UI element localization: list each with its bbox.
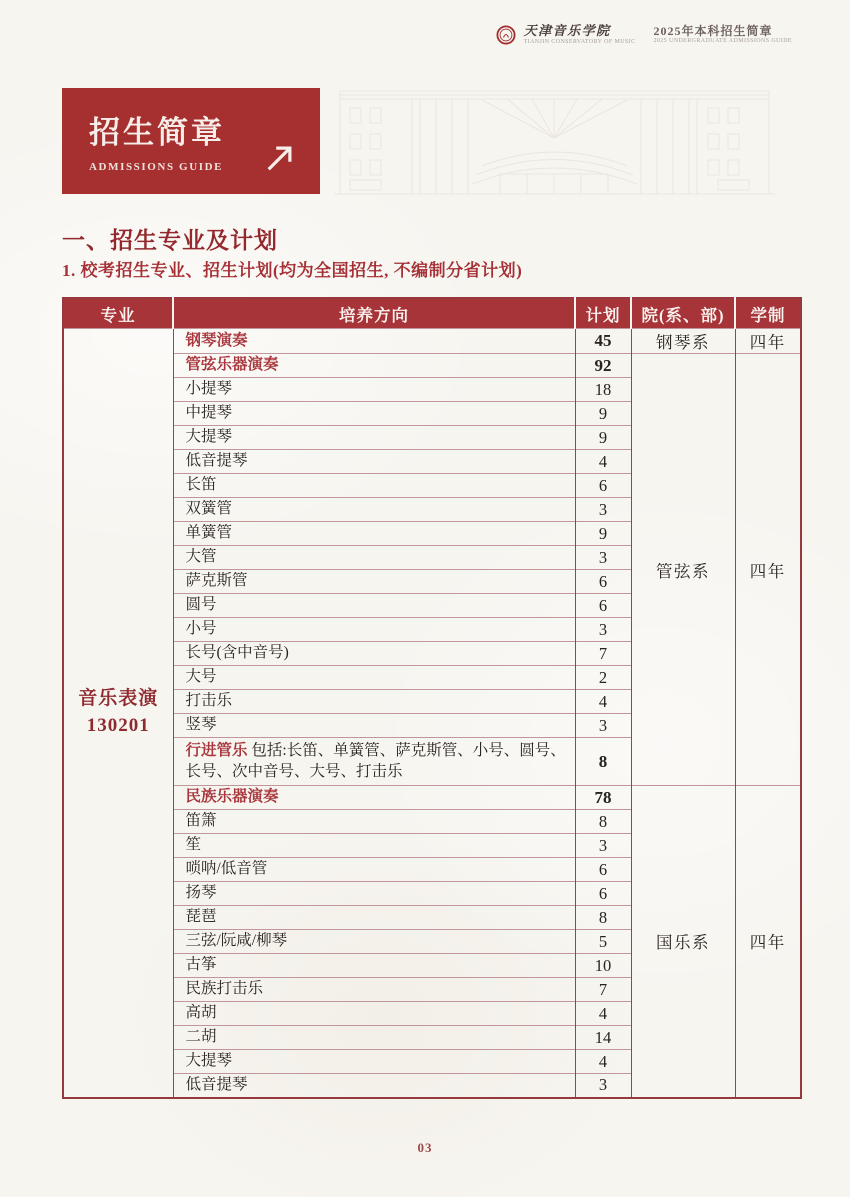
plan-cell: 2 [575, 666, 631, 690]
direction-cell: 民族打击乐 [173, 978, 575, 1002]
direction-cell: 琵琶 [173, 906, 575, 930]
plan-cell: 8 [575, 810, 631, 834]
direction-cell: 竖琴 [173, 714, 575, 738]
direction-cell: 民族乐器演奏 [173, 786, 575, 810]
school-name-en: TIANJIN CONSERVATORY OF MUSIC [523, 38, 636, 45]
header-major: 专业 [63, 298, 173, 329]
major-code: 130201 [86, 714, 150, 736]
plan-cell: 9 [575, 522, 631, 546]
edition-title: 2025年本科招生简章 [653, 23, 773, 38]
direction-cell: 笛箫 [173, 810, 575, 834]
direction-cell: 打击乐 [173, 690, 575, 714]
direction-cell: 管弦乐器演奏 [173, 354, 575, 378]
plan-cell: 92 [575, 354, 631, 378]
major-name: 音乐表演 [78, 688, 159, 710]
department-cell: 钢琴系 [631, 329, 735, 354]
direction-cell: 大提琴 [173, 1050, 575, 1074]
school-seal-icon [496, 25, 516, 45]
direction-cell: 二胡 [173, 1026, 575, 1050]
direction-cell: 长号(含中音号) [173, 642, 575, 666]
direction-cell: 大号 [173, 666, 575, 690]
plan-cell: 3 [575, 546, 631, 570]
direction-cell: 大管 [173, 546, 575, 570]
plan-cell: 7 [575, 642, 631, 666]
plan-cell: 6 [575, 594, 631, 618]
plan-cell: 9 [575, 402, 631, 426]
direction-cell: 小提琴 [173, 378, 575, 402]
department-cell: 管弦系 [631, 354, 735, 786]
plan-cell: 14 [575, 1026, 631, 1050]
direction-note: 包括:长笛、单簧管、萨克斯管、小号、圆号、长号、次中音号、大号、打击乐 [185, 741, 566, 780]
plan-cell: 4 [575, 450, 631, 474]
direction-cell: 萨克斯管 [173, 570, 575, 594]
department-cell: 国乐系 [631, 786, 735, 1098]
direction-cell: 大提琴 [173, 426, 575, 450]
plan-cell: 6 [575, 474, 631, 498]
table-row [63, 354, 801, 378]
direction-cell: 双簧管 [173, 498, 575, 522]
direction-cell: 低音提琴 [173, 450, 575, 474]
admissions-banner [62, 88, 320, 194]
school-name: 天津音乐学院 [523, 23, 611, 38]
plan-cell: 10 [575, 954, 631, 978]
direction-cell: 三弦/阮咸/柳琴 [173, 930, 575, 954]
direction-cell [173, 738, 575, 786]
section-title: 一、招生专业及计划 [62, 228, 278, 253]
plan-cell: 3 [575, 834, 631, 858]
edition-block [653, 25, 792, 46]
plan-cell: 9 [575, 426, 631, 450]
section-subtitle: 1. 校考招生专业、招生计划(均为全国招生, 不编制分省计划) [62, 261, 523, 280]
page-number: 03 [417, 1140, 433, 1155]
header-direction: 培养方向 [173, 298, 575, 329]
plan-cell: 8 [575, 738, 631, 786]
direction-cell: 低音提琴 [173, 1074, 575, 1098]
enrollment-plan-table [62, 297, 802, 1099]
plan-cell: 7 [575, 978, 631, 1002]
banner-title: 招生简章 [89, 115, 225, 150]
direction-cell: 钢琴演奏 [173, 329, 575, 354]
edition-title-en: 2025 UNDERGRADUATE ADMISSIONS GUIDE [653, 38, 792, 45]
direction-cell: 笙 [173, 834, 575, 858]
banner-subtitle: ADMISSIONS GUIDE [89, 161, 224, 173]
plan-cell: 4 [575, 1050, 631, 1074]
plan-cell: 78 [575, 786, 631, 810]
plan-cell: 18 [575, 378, 631, 402]
plan-cell: 3 [575, 714, 631, 738]
plan-cell: 3 [575, 1074, 631, 1098]
direction-cell: 高胡 [173, 1002, 575, 1026]
direction-cell: 单簧管 [173, 522, 575, 546]
plan-cell: 4 [575, 1002, 631, 1026]
plan-table-body [63, 329, 801, 1098]
direction-cell: 唢呐/低音管 [173, 858, 575, 882]
header-duration: 学制 [735, 298, 801, 329]
plan-cell: 6 [575, 882, 631, 906]
arrow-up-right-icon [264, 142, 296, 174]
direction-cell: 长笛 [173, 474, 575, 498]
table-row [63, 329, 801, 354]
plan-cell: 45 [575, 329, 631, 354]
plan-cell: 6 [575, 858, 631, 882]
building-watermark [332, 86, 777, 198]
direction-cell: 扬琴 [173, 882, 575, 906]
table-row [63, 786, 801, 810]
header-plan: 计划 [575, 298, 631, 329]
plan-cell: 3 [575, 498, 631, 522]
plan-cell: 5 [575, 930, 631, 954]
direction-cell: 古筝 [173, 954, 575, 978]
duration-cell: 四年 [735, 329, 801, 354]
duration-cell: 四年 [735, 354, 801, 786]
plan-cell: 4 [575, 690, 631, 714]
direction-cell: 小号 [173, 618, 575, 642]
major-cell [63, 329, 173, 1098]
plan-cell: 8 [575, 906, 631, 930]
duration-cell: 四年 [735, 786, 801, 1098]
header-department: 院(系、部) [631, 298, 735, 329]
table-header-row [63, 298, 801, 329]
direction-cell: 中提琴 [173, 402, 575, 426]
plan-cell: 3 [575, 618, 631, 642]
direction-label: 行进管乐 [185, 741, 248, 759]
plan-cell: 6 [575, 570, 631, 594]
masthead [496, 24, 792, 46]
school-name-block [524, 24, 636, 46]
direction-cell: 圆号 [173, 594, 575, 618]
